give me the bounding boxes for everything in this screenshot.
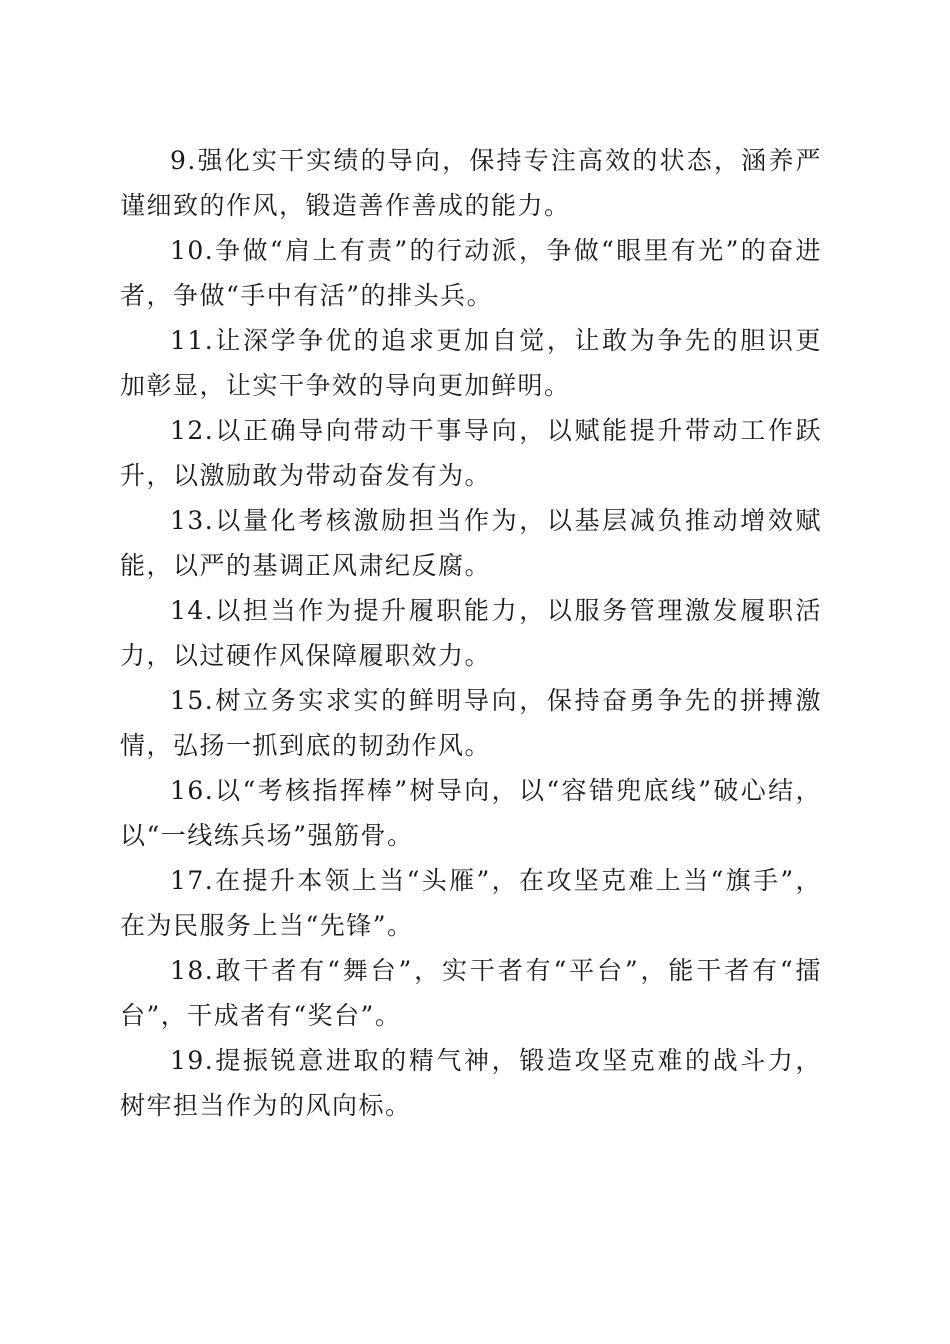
list-item-12: 12.以正确导向带动干事导向，以赋能提升带动工作跃升，以激励敢为带动奋发有为。: [120, 416, 822, 490]
list-item-16: 16.以“考核指挥棒”树导向，以“容错兜底线”破心结，以“一线练兵场”强筋骨。: [120, 776, 822, 850]
list-item-13: 13.以量化考核激励担当作为，以基层减负推动增效赋能，以严的基调正风肃纪反腐。: [120, 506, 822, 580]
list-item-17: 17.在提升本领上当“头雁”，在攻坚克难上当“旗手”，在为民服务上当“先锋”。: [120, 866, 822, 940]
list-item-15: 15.树立务实求实的鲜明导向，保持奋勇争先的拼搏激情，弘扬一抓到底的韧劲作风。: [120, 686, 822, 760]
list-item-9: 9.强化实干实绩的导向，保持专注高效的状态，涵养严谨细致的作风，锻造善作善成的能力。: [120, 146, 822, 220]
list-item-11: 11.让深学争优的追求更加自觉，让敢为争先的胆识更加彰显，让实干争效的导向更加鲜明。: [120, 326, 822, 400]
list-item-18: 18.敢干者有“舞台”，实干者有“平台”，能干者有“擂台”，干成者有“奖台”。: [120, 956, 822, 1030]
list-item-19: 19.提振锐意进取的精气神，锻造攻坚克难的战斗力，树牢担当作为的风向标。: [120, 1046, 822, 1120]
list-item-14: 14.以担当作为提升履职能力，以服务管理激发履职活力，以过硬作风保障履职效力。: [120, 596, 822, 670]
list-item-10: 10.争做“肩上有责”的行动派，争做“眼里有光”的奋进者，争做“手中有活”的排头兵。: [120, 236, 822, 310]
document-body: [120, 138, 822, 1128]
